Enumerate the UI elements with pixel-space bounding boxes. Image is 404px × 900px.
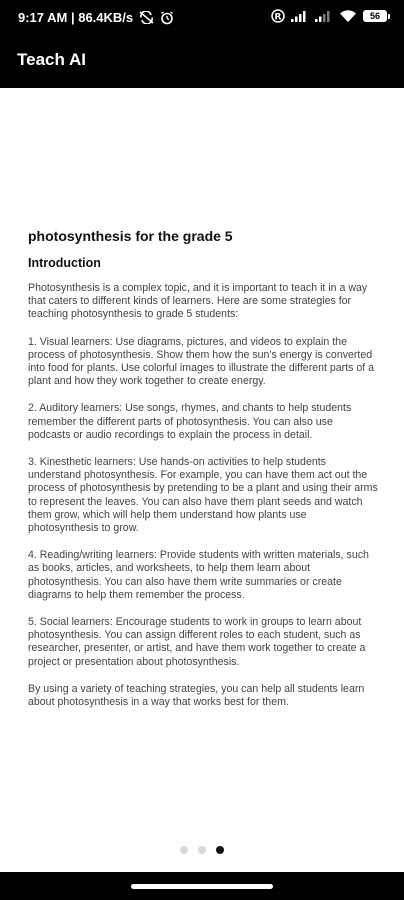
page-dot-3[interactable] — [216, 846, 224, 854]
alarm-icon — [160, 11, 174, 25]
signal-icon-secondary — [315, 10, 333, 22]
sync-off-icon — [139, 11, 154, 24]
app-title: Teach AI — [17, 50, 86, 69]
page-dot-2[interactable] — [198, 846, 206, 854]
battery-level: 56 — [369, 11, 380, 21]
paragraph-conclusion: By using a variety of teaching strategies, you can help all students learn about photosynthesis in a way that works best for them. — [28, 682, 365, 709]
paragraph-kinesthetic-learners: 3. Kinesthetic learners: Use hands-on activities to help students understand photosynthesis. For example, you can have them act out the process of photosynthesis by pretending to be a plant and using their arms to represent the leaves. You can also have them plant seeds and watch them grow, which will help them understand how plants use photosynthesis to grow. — [28, 456, 378, 535]
svg-text:R: R — [274, 12, 282, 23]
registered-icon — [271, 9, 285, 23]
paragraph-visual-learners: 1. Visual learners: Use diagrams, pictures, and videos to explain the process of photosynthesis. Show them how the sun's energy is converted into food for plants. Use colorful images to illustrate the different parts of a plant and how they work together to create energy. — [28, 335, 375, 388]
document-content — [28, 228, 378, 723]
paragraph-auditory-learners: 2. Auditory learners: Use songs, rhymes, and chants to help students remember the different parts of photosynthesis. You can also use podcasts or audio recordings to explain the process in detail. — [28, 402, 352, 441]
document-title: photosynthesis for the grade 5 — [28, 228, 233, 244]
status-bar — [0, 0, 404, 36]
wifi-icon — [339, 10, 357, 23]
status-time-speed: 9:17 AM | 86.4KB/s — [18, 10, 134, 25]
home-gesture-handle[interactable] — [131, 884, 273, 889]
app-header — [0, 0, 404, 88]
signal-icon — [291, 10, 309, 22]
paragraph-intro: Photosynthesis is a complex topic, and it is important to teach it in a way that caters to different kinds of learners. Here are some strategies for teaching photosynthesis to grade 5 students: — [28, 282, 368, 321]
page-indicator — [0, 846, 404, 854]
paragraph-social-learners: 5. Social learners: Encourage students to work in groups to learn about photosynthesis. You can assign different roles to each student, such as researcher, presenter, or artist, and have them work together to create a project or presentation about photosynthesis. — [28, 616, 366, 668]
paragraph-reading-writing-learners: 4. Reading/writing learners: Provide students with written materials, such as books, articles, and worksheets, to help them learn about photosynthesis. You can also have them write summaries or create diagrams to help them remember the process. — [28, 549, 369, 601]
section-heading: Introduction — [28, 256, 101, 270]
battery-indicator — [363, 10, 390, 22]
page-dot-1[interactable] — [180, 846, 188, 854]
system-nav-bar — [0, 872, 404, 900]
